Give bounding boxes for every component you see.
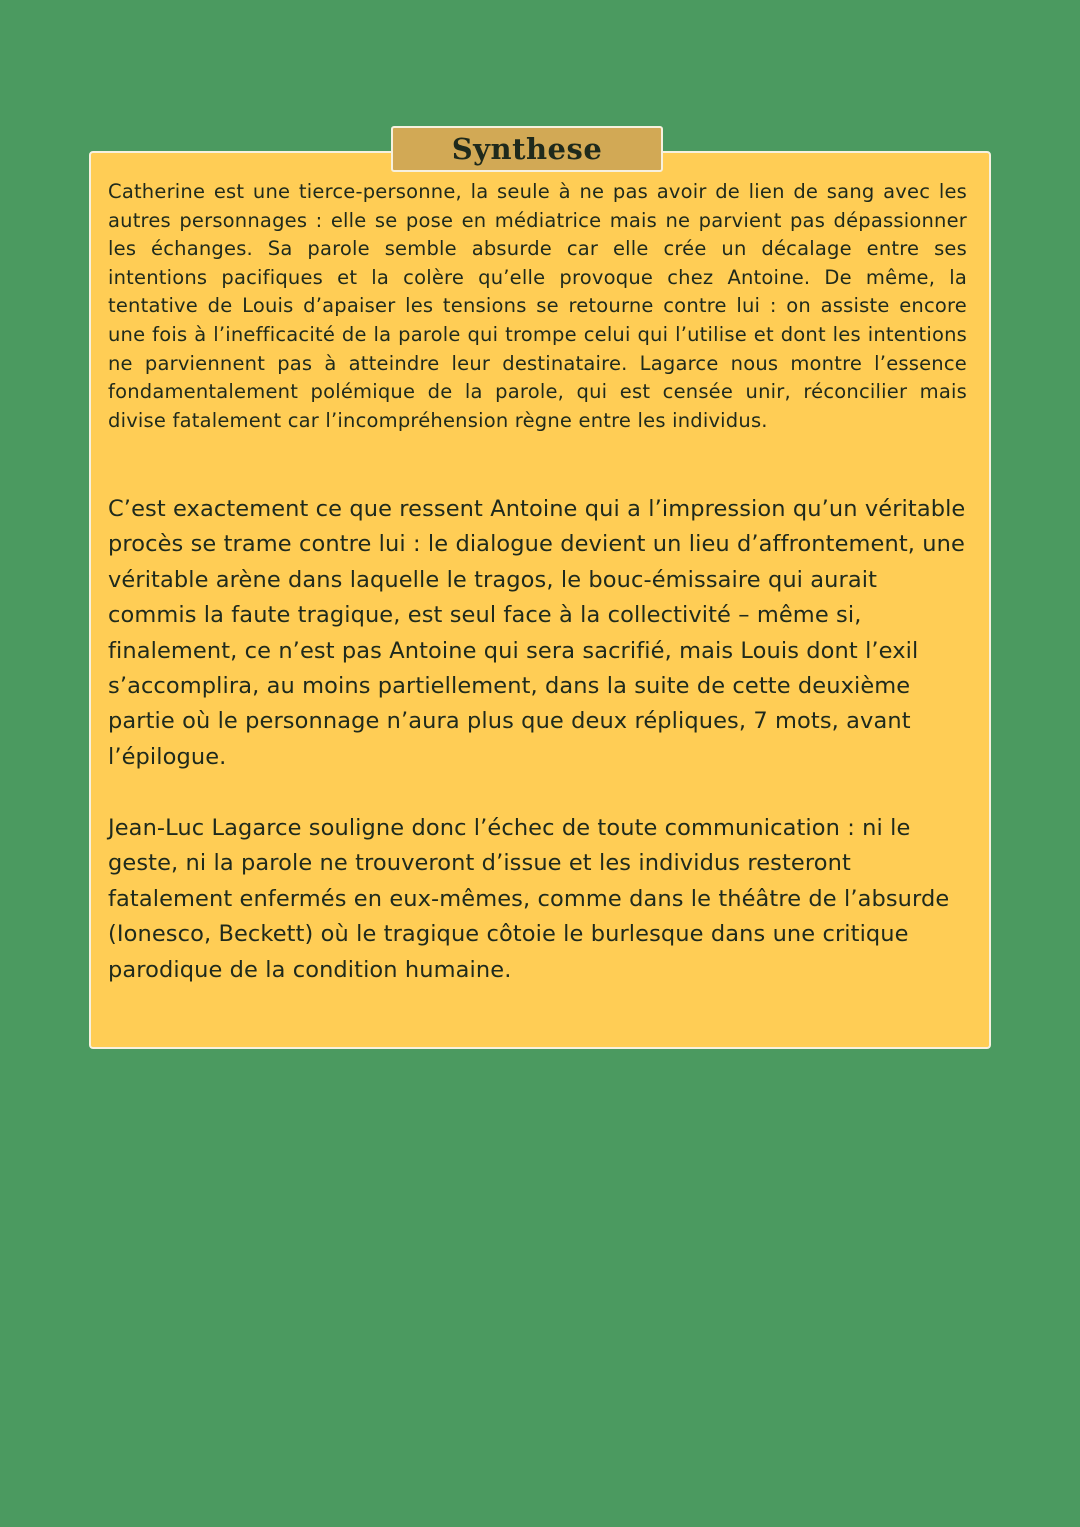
paragraph-1: Catherine est une tierce-personne, la seule à ne pas avoir de lien de sang avec les autres personnages : elle se pose en médiatrice mais ne parvient pas dépassionner les échanges. Sa parole semble absurde car elle crée un décalage entre ses intentions pacifiques et la colère qu’elle provoque chez Antoine. De même, la tentative de Louis d’apaiser les tensions se retourne contre lui : on assiste encore une fois à l’inefficacité de la parole qui trompe celui qui l’utilise et dont les intentions ne parviennent pas à atteindre leur destinataire. Lagarce nous montre l’essence fondamentalement polémique de la parole, qui est censée unir, réconcilier mais divise fatalement car l’incompréhension règne entre les individus. [108,180,967,432]
paragraph-2: C’est exactement ce que ressent Antoine qui a l’impression qu’un véritable procès se trame contre lui : le dialogue devient un lieu d’affrontement, une véritable arène dans laquelle le tragos, le bouc-émissaire qui aurait commis la faute tragique, est seul face à la collectivité – même si, finalement, ce n’est pas Antoine qui sera sacrifié, mais Louis dont l’exil s’accomplira, au moins partiellement, dans la suite de cette deuxième partie où le personnage n’aura plus que deux répliques, 7 mots, avant l’épilogue. [108,496,966,770]
paragraph-3: Jean-Luc Lagarce souligne donc l’échec de toute communication : ni le geste, ni la parole ne trouveront d’issue et les individus resteront fatalement enfermés en eux-mêmes, comme dans le théâtre de l’absurde (Ionesco, Beckett) où le tragique côtoie le burlesque dans une critique parodique de la condition humaine. [108,815,950,983]
title-tab [391,126,663,172]
card-title: Synthese [451,132,603,166]
